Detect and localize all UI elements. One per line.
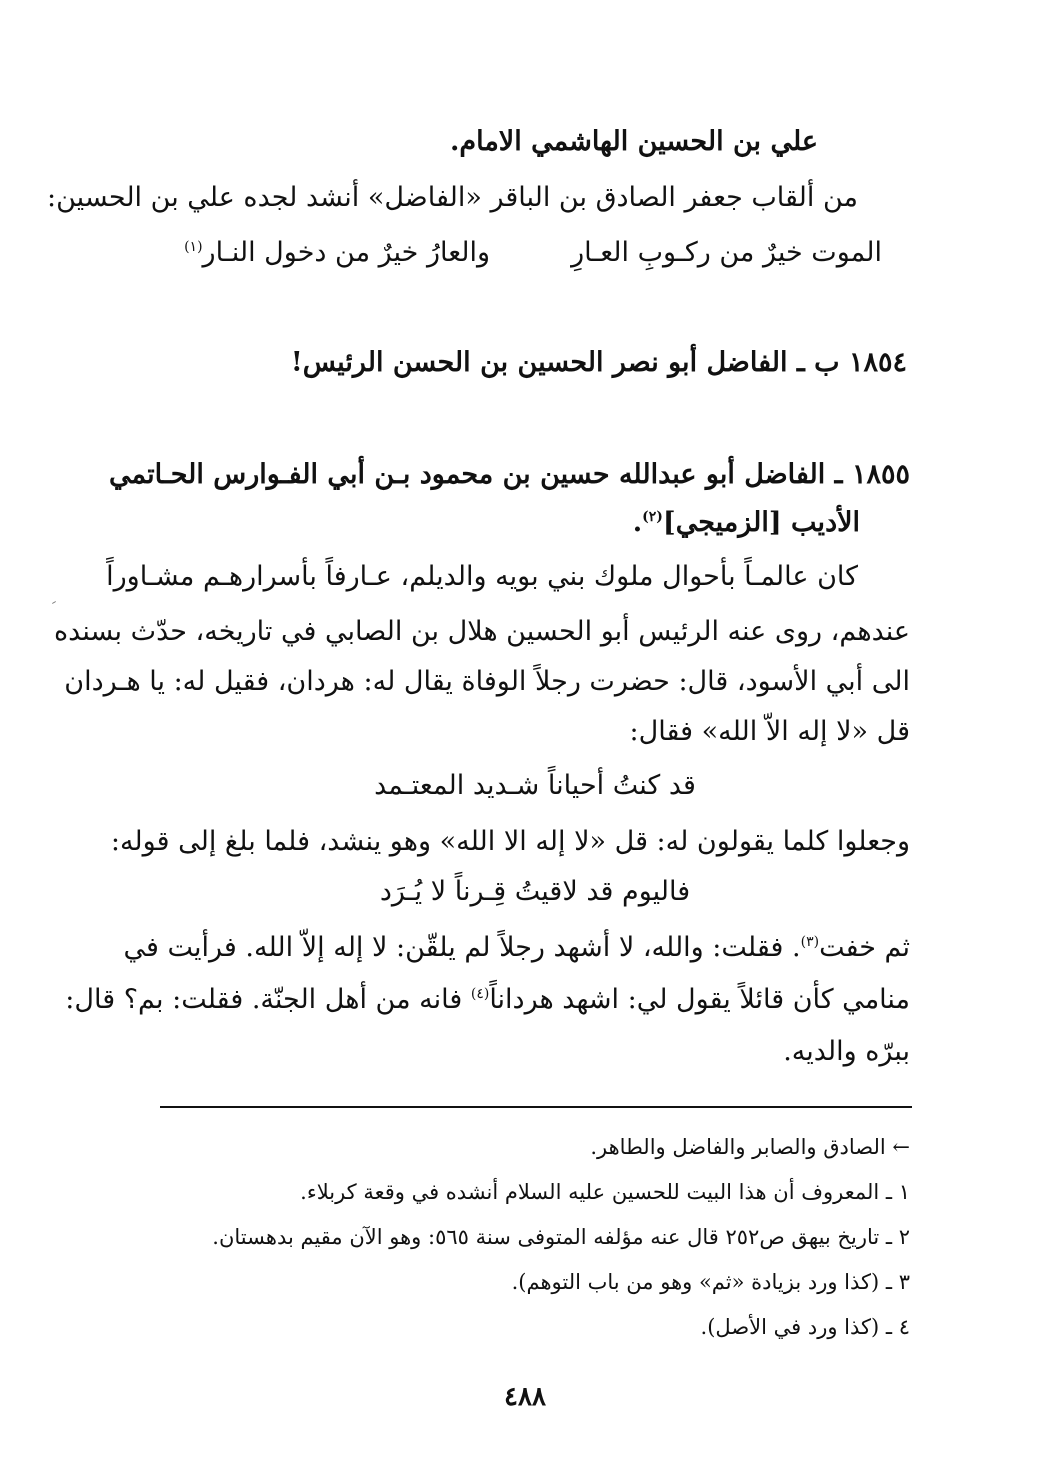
continued-entry-line: علي بن الحسين الهاشمي الامام. [449, 126, 818, 157]
entry-1855-heading-line1: ١٨٥٥ ـ الفاضل أبو عبدالله حسين بن محمود بـن أبي الفـوارس الحـاتمي [108, 459, 910, 490]
heading-line2-end: . [632, 507, 643, 538]
para3-line2-a: منامي كأن قائلاً يقول لي: اشهد هرداناً [489, 984, 910, 1015]
footnote-2: ٢ ـ تاريخ بيهق ص٢٥٢ قال عنه مؤلفه المتوفى سنة ٥٦٥: وهو الآن مقيم بدهستان. [212, 1225, 910, 1249]
verse-second-text: والعارُ خيرٌ من دخول النـار [202, 237, 490, 268]
page-number: ٤٨٨ [504, 1382, 546, 1412]
entry-1855-heading-line2 [633, 503, 860, 543]
para3-line2-b: فانه من أهل الجنّة. فقلت: بم؟ قال: [65, 984, 471, 1015]
para1-line3: الى أبي الأسود، قال: حضرت رجلاً الوفاة يقال له: هردان، فقيل له: يا هـردان [64, 666, 910, 697]
para3-block-1 [123, 928, 910, 968]
verse-first-hemistich: الموت خيرٌ من ركـوبِ العـارِ [571, 237, 882, 268]
heading-line2-text: الأديب [الزميجي] [662, 507, 860, 538]
para1-line2: عندهم، روى عنه الرئيس أبو الحسين هلال بن الصابي في تاريخه، حدّث بسنده [54, 616, 910, 647]
footnote-ref-4: (٤) [470, 986, 490, 1002]
para3-line1 [123, 928, 910, 968]
footnote-divider [160, 1106, 912, 1108]
para1-line1: كان عالمـاً بأحوال ملوك بني بويه والديلم، عـارفاً بأسرارهـم مشـاوراً [106, 561, 858, 592]
para1-line4: قل «لا إله الاّ الله» فقال: [629, 716, 910, 747]
para1-block-b [64, 662, 910, 702]
footnote-1: ١ ـ المعروف أن هذا البيت للحسين عليه السلام أنشده في وقعة كربلاء. [300, 1180, 910, 1204]
para3-line1-b: . فقلت: والله، لا أشهد رجلاً لم يلقّن: لا إله إلاّ الله. فرأيت في [123, 932, 801, 963]
para2-line: وجعلوا كلما يقولون له: قل «لا إله الا الله» وهو ينشد، فلما بلغ إلى قوله: [110, 826, 910, 857]
laqab-line: من ألقاب جعفر الصادق بن الباقر «الفاضل» أنشد لجده علي بن الحسين: [47, 182, 858, 213]
para3-block-2 [65, 980, 910, 1020]
scan-speck [52, 601, 56, 604]
verse-line-2: فاليوم قد لاقيتُ قِـرناً لا يُـرَد [379, 876, 691, 907]
footnote-4: ٤ ـ (كذا ورد في الأصل). [700, 1315, 910, 1339]
para1-block [54, 612, 910, 652]
footnote-3: ٣ ـ (كذا ورد بزيادة «ثم» وهو من باب التوهم). [511, 1270, 910, 1294]
footnote-ref-1: (١) [184, 239, 203, 255]
verse-line-1: قد كنتُ أحياناً شـديد المعتـمد [374, 770, 696, 801]
para3-line2 [65, 980, 910, 1020]
verse-second-hemistich [184, 233, 490, 273]
entry-1854-heading: ١٨٥٤ ب ـ الفاضل أبو نصر الحسين بن الحسن الرئيس! [290, 347, 907, 378]
footnote-continued: ← الصادق والصابر والفاضل والطاهر. [590, 1135, 910, 1159]
footnote-ref-2: (٢) [642, 509, 663, 525]
para3-line1-a: ثم خفت [819, 932, 910, 963]
entry-1855-heading [108, 455, 910, 495]
footnote-ref-3: (٣) [800, 934, 820, 950]
para3-line3: ببرّه والديه. [783, 1036, 910, 1067]
